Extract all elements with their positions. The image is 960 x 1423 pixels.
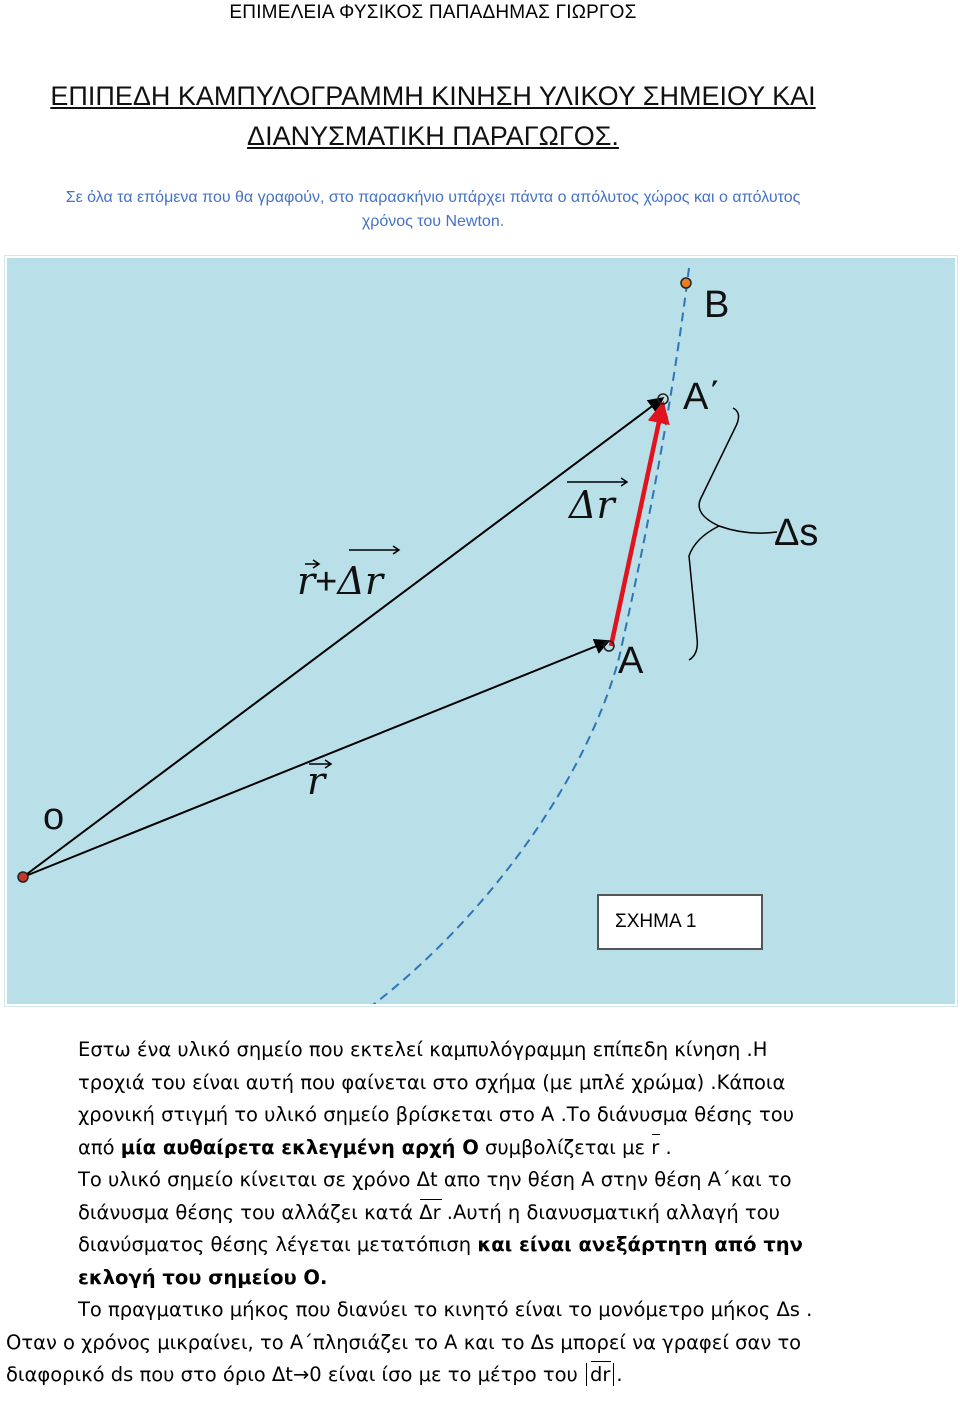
label-r-plus-delta-r [297,559,383,603]
label-B: B [704,284,730,326]
p2-text-2: .Αυτή η διανυσματική αλλαγή του διανύσματος θέσης λέγεται μετατόπιση [78,1200,780,1256]
label-plus: + [315,561,338,603]
body-text [6,1034,836,1392]
vector-dr-symbol: dr [590,1359,610,1392]
label-O: o [43,796,65,838]
figure-1 [5,256,957,1006]
point-O [18,872,28,882]
author-header: ΕΠΙΜΕΛΕΙΑ ΦΥΣΙΚΟΣ ΠΑΠΑΔΗΜΑΣ ΓΙΩΡΓΟΣ [229,2,637,23]
vector-r-symbol: r [651,1132,659,1165]
vector-delta-r-symbol: Δr [419,1197,440,1230]
p4-end: . [616,1363,623,1386]
paragraph-3: Το πραγματικο μήκος που διανύει το κινητό είναι το μονόμετρο μήκος Δs . [78,1298,813,1321]
position-vector-r-plus-dr [23,398,663,877]
title-line-1: ΕΠΙΠΕΔΗ ΚΑΜΠΥΛΟΓΡΑΜΜΗ ΚΙΝΗΣΗ ΥΛΙΚΟΥ ΣΗΜΕΙΟΥ ΚΑΙ [50,81,816,111]
paragraph-1 [6,1034,836,1164]
label-delta-r: Δr [569,483,615,527]
p4-text: Οταν ο χρόνος μικραίνει, το Α΄πλησιάζει το Α και το Δs μπορεί να γραφεί σαν το διαφορικό ds που στο όριο Δt→0 είναι ίσο με το μέτρο του [6,1330,802,1386]
displacement-vector [611,403,663,646]
subtitle [0,186,866,234]
title-line-2: ΔΙΑΝΥΣΜΑΤΙΚΗ ΠΑΡΑΓΩΓΟΣ. [247,121,619,151]
p1-text: Εστω ένα υλικό σημείο που εκτελεί καμπυλόγραμμη επίπεδη κίνηση .Η τροχιά του είναι αυτή που φαίνεται στο σχήμα (με μπλέ χρώμα) .Κάποια χρονική στιγμή το υλικό σημείο βρίσκεται στο Α .Το διάνυσμα θέσης του από [78,1038,794,1159]
delta-s-brace [689,408,739,660]
label-r-plus-delta: Δr [337,559,383,603]
abs-dr [586,1363,614,1386]
p2-text: Το υλικό σημείο κίνειται σε χρόνο Δt απο την θέση Α στην θέση Α΄και το διάνυσμα θέσης του αλλάζει κατά [78,1168,792,1224]
label-A-prime: Α΄ [683,376,721,418]
label-delta-s: Δs [774,512,819,554]
figure-caption: ΣΧΗΜΑ 1 [597,894,763,950]
label-r: r [307,759,326,803]
p1-bold: μία αυθαίρετα εκλεγμένη αρχή Ο [120,1135,479,1159]
subtitle-line-1: Σε όλα τα επόμενα που θα γραφούν, στο παρασκήνιο υπάρχει πάντα ο απόλυτος χώρος και ο απόλυτος [65,189,801,206]
paragraph-4 [6,1327,836,1392]
paragraph-2 [6,1164,836,1294]
point-B [681,278,691,288]
page-title [0,76,866,156]
label-A: A [618,640,644,682]
subtitle-line-2: χρόνος του Newton. [361,213,505,230]
figure-diagram [7,258,955,1004]
label-r-plus-r: r [297,559,316,603]
p1-text-2: συμβολίζεται με [478,1135,652,1159]
p1-end: . [659,1135,672,1159]
p2-bold: και είναι ανεξάρτητη από την εκλογή του σημείου Ο. [78,1233,803,1289]
